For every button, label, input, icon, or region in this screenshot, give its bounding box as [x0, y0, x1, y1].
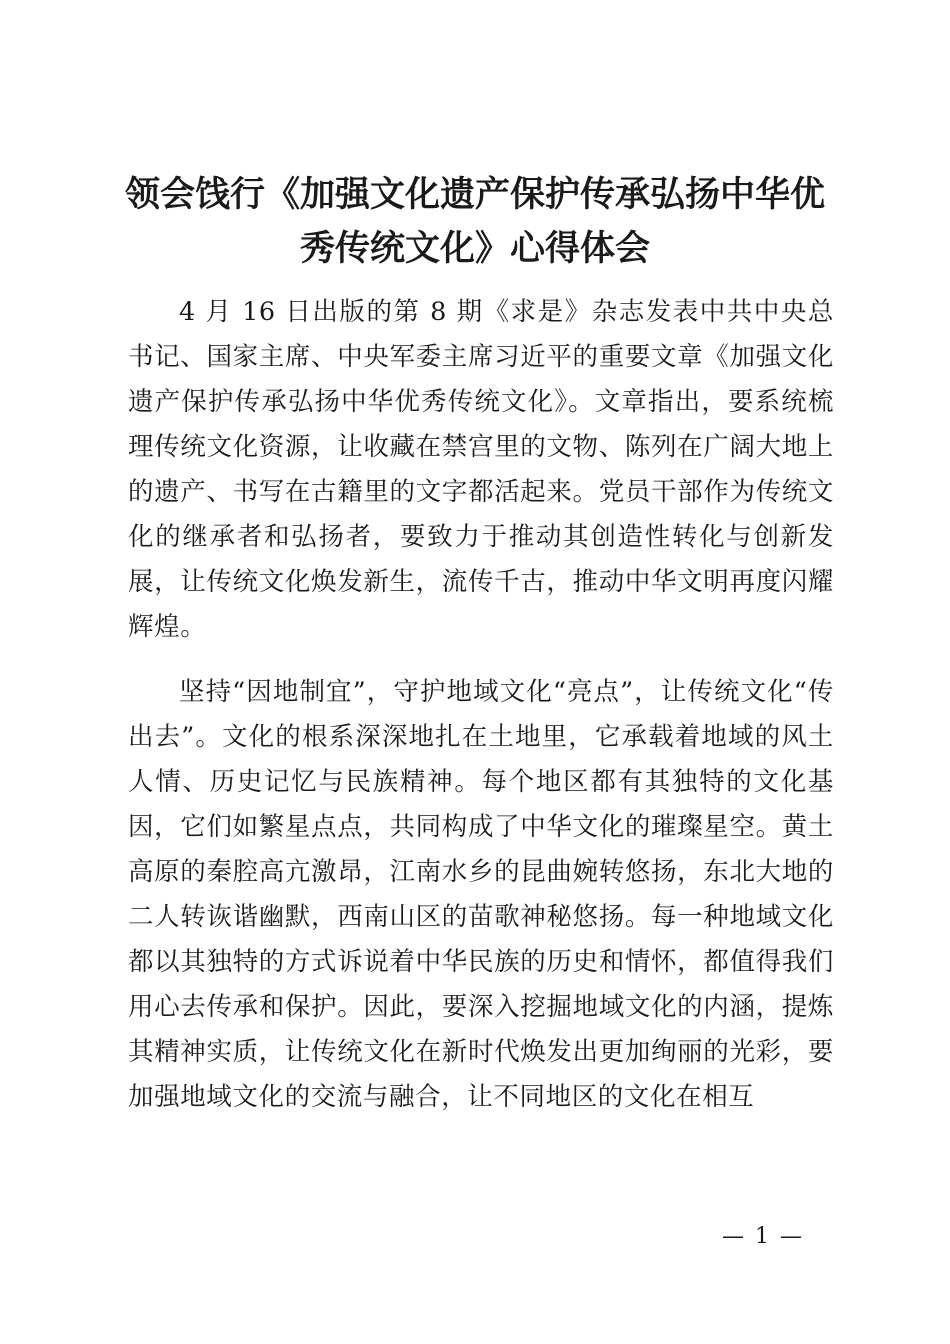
- page-number: — 1 —: [722, 1224, 804, 1249]
- paragraph-2: 坚持“因地制宜”，守护地域文化“亮点”，让传统文化“传出去”。文化的根系深深地扎在土地里，它承载着地域的风土人情、历史记忆与民族精神。每个地区都有其独特的文化基因，它们如繁星点点，共同构成了中华文化的璀璨星空。黄土高原的秦腔高亢激昂，江南水乡的昆曲婉转悠扬，东北大地的二人转诙谐幽默，西南山区的苗歌神秘悠扬。每一种地域文化都以其独特的方式诉说着中华民族的历史和情怀，都值得我们用心去传承和保护。因此，要深入挖掘地域文化的内涵，提炼其精神实质，让传统文化在新时代焕发出更加绚丽的光彩，要加强地域文化的交流与融合，让不同地区的文化在相互: [128, 677, 834, 1112]
- paragraph-1: 4 月 16 日出版的第 8 期《求是》杂志发表中共中央总书记、国家主席、中央军委主席习近平的重要文章《加强文化遗产保护传承弘扬中华优秀传统文化》。文章指出，要系统梳理传统文化资源，让收藏在禁宫里的文物、陈列在广阔大地上的遗产、书写在古籍里的文字都活起来。党员干部作为传统文化的继承者和弘扬者，要致力于推动其创造性转化与创新发展，让传统文化焕发新生，流传千古，推动中华文明再度闪耀辉煌。: [128, 297, 834, 642]
- document-body: [128, 290, 834, 1140]
- title-line-1: 领会饯行《加强文化遗产保护传承弘扬中华优: [124, 175, 825, 215]
- title-line-2: 秀传统文化》心得体会: [299, 229, 650, 269]
- document-title: [110, 168, 840, 276]
